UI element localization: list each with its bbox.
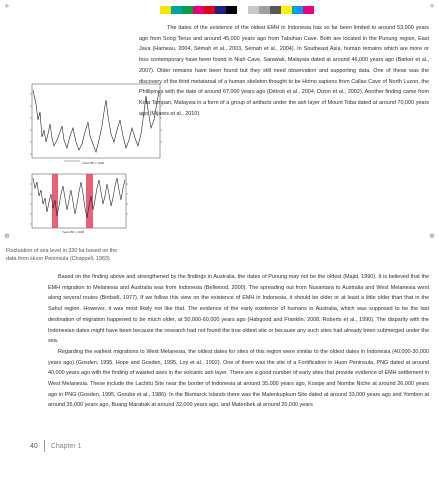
color-swatch (259, 6, 270, 14)
registration-mark: ⊕ (429, 232, 435, 240)
print-color-bar (160, 6, 314, 14)
color-swatch (237, 6, 248, 14)
color-swatch (171, 6, 182, 14)
bottom-sea-level-graph (30, 174, 128, 234)
chapter-label: Chapter 1 (50, 442, 82, 450)
color-swatch (193, 6, 204, 14)
color-swatch (215, 6, 226, 14)
body-text-wide (48, 272, 429, 432)
color-swatch (281, 6, 292, 14)
color-swatch (204, 6, 215, 14)
page-number: 40 (30, 442, 38, 450)
crop-mark: + (4, 2, 10, 10)
figure-caption: Fluctuation of sea level in 330 ka based on the data from Huon Peninsula (Chappell, 1983). (6, 248, 118, 263)
paragraph: Regarding the earliest migrations to West Melanesia, the oldest dates for sites of this region were similar to the oldest dates in Indonesia (40,000-30,000 years ago) (Gosden, 1995, Hope and Gosden, 1995, Loy et al., 1992). One of them was the site of a Fortification in Huon Peninsula, PNG dated at around 40,000 years ago with the finding of waisted axes in the volcanic ash layer. There are a good number of early sites that provide evidence of EMH settlement in West Melanesia. These include the Lachitu Site near the border of Indonesia at around 35,000 years ago, Kosipe and Nombe Niche at around 26,000 years ago in PNG (Gosden, 1995, Groube et al., 1986). In the Bismarck Islands there was the Matenkupkum Site dated at around 33,000 years ago and Yombon at around 35,000 years ago, Buang Marabak at around 32,000 years ago, and Matenbek at around 20,000 years (48, 348, 429, 409)
bottom-x-axis-label: Years BP x 1000 (62, 230, 85, 234)
paragraph: Based on the finding above and strengthened by the findings in Australia, the dates of Punung may not be the oldest (Majid, 1990). It is believed that the EMH migration to Melanesia and Australia was from Indonesia (Bellwood, 2000). The spreading out from Nusantara to Australia and West Melanesia went along several routes (Birdsell, 1977). If we follow this view on the existence of EMH in Indonesia, it should be older or at least a little older than that in the Sahul region. However, it was most likely not like that. The evidence of the early existence of humans in Australia, which was supposed to be the last destination of migration happened to be much older, at 50,000-60,000 years ago (Habgood and Franklin, 2008, Roberts et al., 1990). The disparity with the Indonesian dates might have been because the research had not found the true oldest site or because any such sites had already been submerged under the sea. (48, 274, 429, 345)
registration-mark: ⊕ (4, 232, 10, 240)
color-swatch (182, 6, 193, 14)
color-swatch (270, 6, 281, 14)
footer-divider (44, 440, 45, 452)
body-text-top (139, 23, 429, 259)
crop-mark: + (429, 2, 435, 10)
top-x-axis-label: Years BP x 1000 (82, 161, 105, 165)
page-footer (30, 440, 82, 452)
color-swatch (292, 6, 303, 14)
color-swatch (160, 6, 171, 14)
paragraph: The dates of the existence of the oldest EMH in Indonesia has so far been limited to around 53,000 years ago from Song Terus and around 45,000 years ago from Tabuhan Cave. Both are located in the Punung region, East Java (Hameau, 2004, Sémah et al., 2003, Sémah et al., 2004). In Southeast Asia, human remains which are more or less contemporary have been found in Niah Cave, Sarawak, Malaysia dated at around 46,000 years ago (Barker et al., 2007). Older remains have been found but they still need observation and supporting data. One of these was the discovery of the third metatarsal of a human skeleton thought to be Homo sapiens from Callao Cave of North Luzon, the Phillipines with the date of around 67,000 years ago (Détroit et al., 2004, Dizon et al., 2002). Another finding came from Kota Tampan, Malaysia in a form of a group of artifacts under the ash layer of Mount Toba dated at around 70,000 years ago (Mijares et al., 2010). (139, 25, 429, 117)
color-swatch (248, 6, 259, 14)
color-swatch (226, 6, 237, 14)
color-swatch (303, 6, 314, 14)
